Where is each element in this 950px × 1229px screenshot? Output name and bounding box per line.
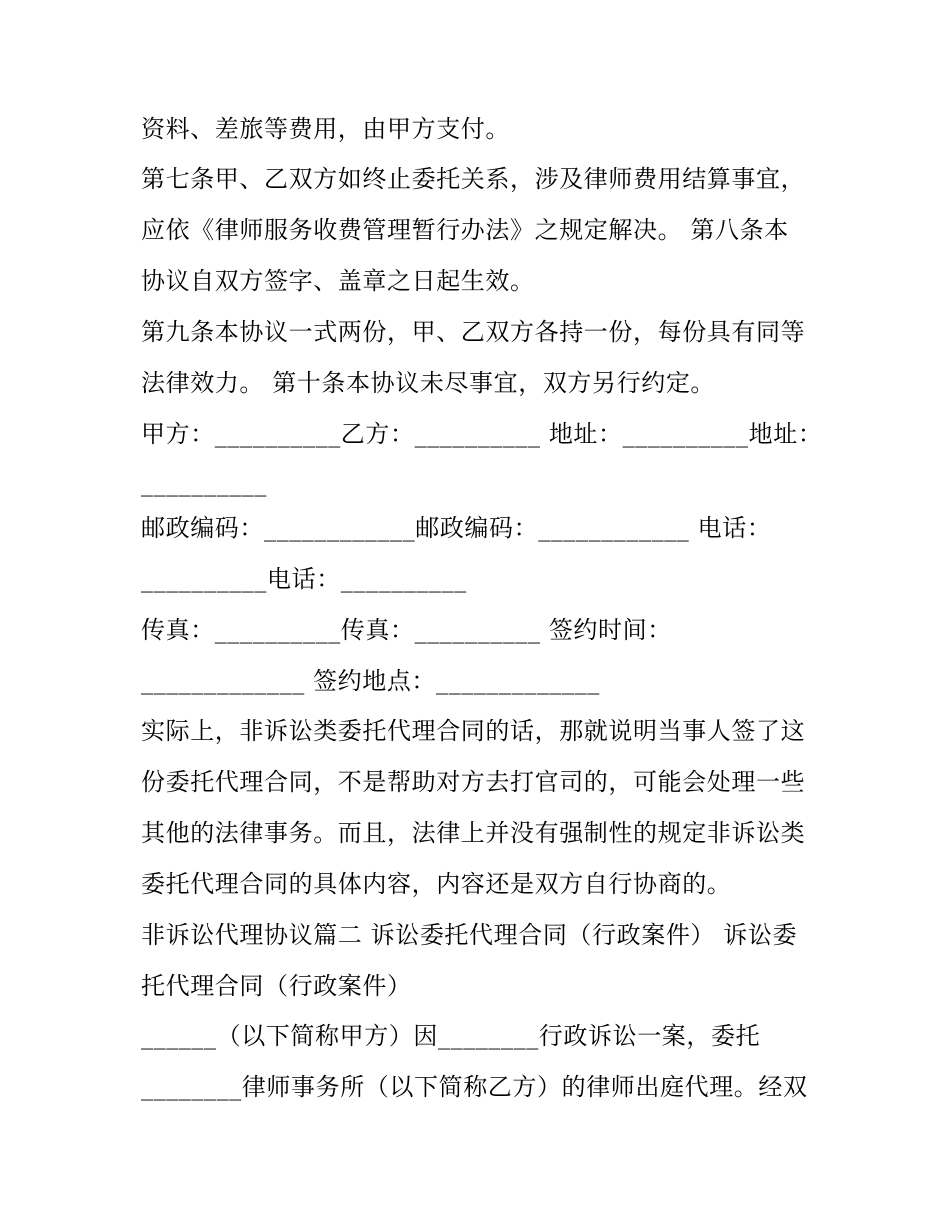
paragraph-line-6: 法律效力。 第十条本协议未尽事宜，双方另行约定。: [141, 369, 716, 397]
paragraph-line-4: 协议自双方签字、盖章之日起生效。: [141, 267, 535, 295]
signature-party-line: 甲方：__________乙方：__________ 地址：__________地址：: [141, 420, 823, 448]
signature-fax-line: 传真：__________传真：__________ 签约时间：: [141, 616, 672, 644]
paragraph-line-11: ______（以下简称甲方）因________行政诉讼一案，委托: [141, 1022, 761, 1050]
section-heading-line-1: 非诉讼代理协议篇二 诉讼委托代理合同（行政案件） 诉讼委: [141, 921, 798, 949]
signature-phone-line: __________电话：__________: [141, 565, 467, 593]
paragraph-line-7: 实际上，非诉讼类委托代理合同的话，那就说明当事人签了这: [141, 717, 806, 745]
signature-address-blank: __________: [141, 469, 267, 497]
section-heading-line-2: 托代理合同（行政案件）: [141, 972, 412, 1000]
signature-postcode-line: 邮政编码：____________邮政编码：____________ 电话：: [141, 514, 772, 542]
paragraph-line-3: 应依《律师服务收费管理暂行办法》之规定解决。 第八条本: [141, 216, 789, 244]
paragraph-line-2: 第七条甲、乙双方如终止委托关系，涉及律师费用结算事宜，: [141, 165, 806, 193]
signature-place-line: _____________ 签约地点：_____________: [141, 667, 600, 695]
paragraph-line-10: 委托代理合同的具体内容，内容还是双方自行协商的。: [141, 870, 732, 898]
paragraph-line-12: ________律师事务所（以下简称乙方）的律师出庭代理。经双: [141, 1073, 808, 1101]
paragraph-line-9: 其他的法律事务。而且，法律上并没有强制性的规定非诉讼类: [141, 819, 806, 847]
paragraph-line-8: 份委托代理合同，不是帮助对方去打官司的，可能会处理一些: [141, 768, 806, 796]
paragraph-line-1: 资料、差旅等费用，由甲方支付。: [141, 115, 510, 143]
paragraph-line-5: 第九条本协议一式两份，甲、乙双方各持一份，每份具有同等: [141, 318, 806, 346]
